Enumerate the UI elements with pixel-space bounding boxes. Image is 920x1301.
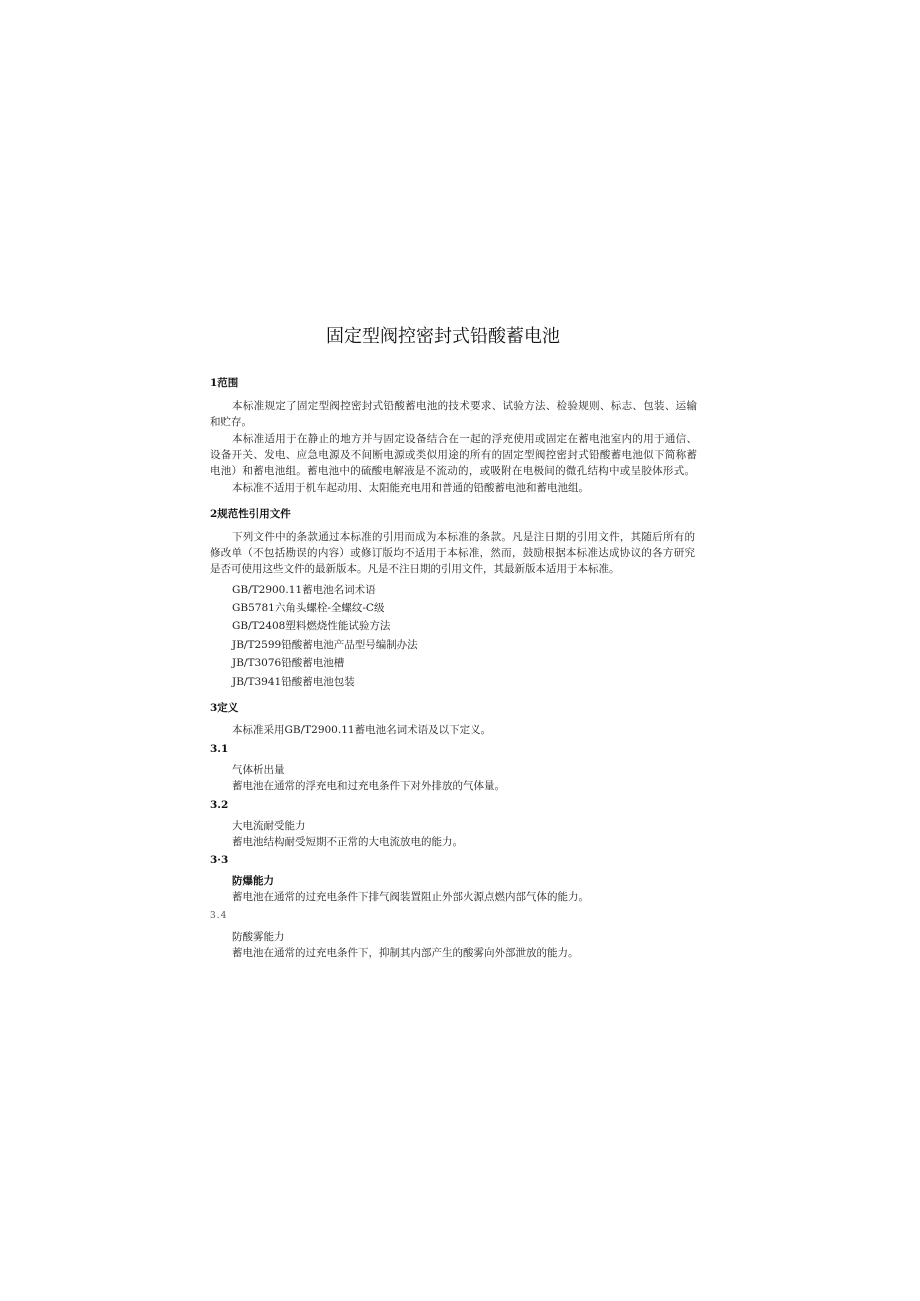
paragraph-line: 电池）和蓄电池组。蓄电池中的硫酸电解液是不流动的，或吸附在电极间的微孔结构中或呈胶体形式。 [210, 465, 695, 477]
definition-term: 防爆能力 [232, 875, 274, 887]
document-title: 固定型阀控密封式铅酸蓄电池 [326, 326, 560, 347]
paragraph-line: 修改单（不包括勘误的内容）或修订版均不适用于本标准，然而，鼓励根据本标准达成协议的各方研究 [210, 547, 695, 559]
section-heading-scope: 1范围 [210, 377, 239, 389]
definition-text: 蓄电池在通常的过充电条件下排气阀装置阻止外部火源点燃内部气体的能力。 [232, 891, 589, 903]
reference-item: JB/T3941铅酸蓄电池包装 [232, 676, 355, 688]
reference-item: JB/T3076铅酸蓄电池槽 [232, 657, 345, 669]
reference-item: GB/T2900.11蓄电池名词术语 [232, 584, 376, 596]
paragraph-line: 本标准不适用于机车起动用、太阳能充电用和普通的铅酸蓄电池和蓄电池组。 [232, 482, 589, 494]
paragraph-line: 是否可使用这些文件的最新版本。凡是不注日期的引用文件，其最新版本适用于本标准。 [210, 563, 620, 575]
definition-number: 3.2 [210, 799, 229, 811]
paragraph-line: 设备开关、发电、应急电源及不间断电源或类似用途的所有的固定型阀控密封式铅酸蓄电池似下简称蓄 [210, 449, 697, 461]
section-heading-definitions: 3定义 [210, 702, 239, 714]
reference-item: GB/T2408塑料燃烧性能试验方法 [232, 620, 391, 632]
reference-item: JB/T2599铅酸蓄电池产品型号编制办法 [232, 639, 418, 651]
definition-number: 3.4 [210, 911, 228, 921]
definition-term: 气体析出量 [232, 764, 285, 776]
definition-term: 防酸雾能力 [232, 931, 285, 943]
definition-text: 蓄电池在通常的浮充电和过充电条件下对外排放的气体量。 [232, 780, 505, 792]
paragraph-line: 本标准规定了固定型阀控密封式铅酸蓄电池的技术要求、试验方法、检验规则、标志、包装、运输 [232, 400, 697, 412]
paragraph-line: 本标准采用GB/T2900.11蓄电池名词术语及以下定义。 [232, 724, 492, 736]
definition-number: 3·3 [210, 854, 229, 866]
definition-term: 大电流耐受能力 [232, 820, 306, 832]
paragraph-line: 下列文件中的条款通过本标准的引用而成为本标准的条款。凡是注日期的引用文件，其随后所有的 [232, 531, 695, 543]
section-heading-normative-references: 2规范性引用文件 [210, 508, 291, 520]
definition-text: 蓄电池结构耐受短期不正常的大电流放电的能力。 [232, 836, 463, 848]
definition-text: 蓄电池在通常的过充电条件下，抑制其内部产生的酸雾向外部泄放的能力。 [232, 947, 579, 959]
paragraph-line: 本标准适用于在静止的地方并与固定设备结合在一起的浮充使用或固定在蓄电池室内的用于通信、 [232, 433, 697, 445]
reference-item: GB5781六角头螺栓-全螺纹-C级 [232, 602, 385, 614]
paragraph-line: 和贮存。 [210, 416, 252, 428]
definition-number: 3.1 [210, 743, 229, 755]
